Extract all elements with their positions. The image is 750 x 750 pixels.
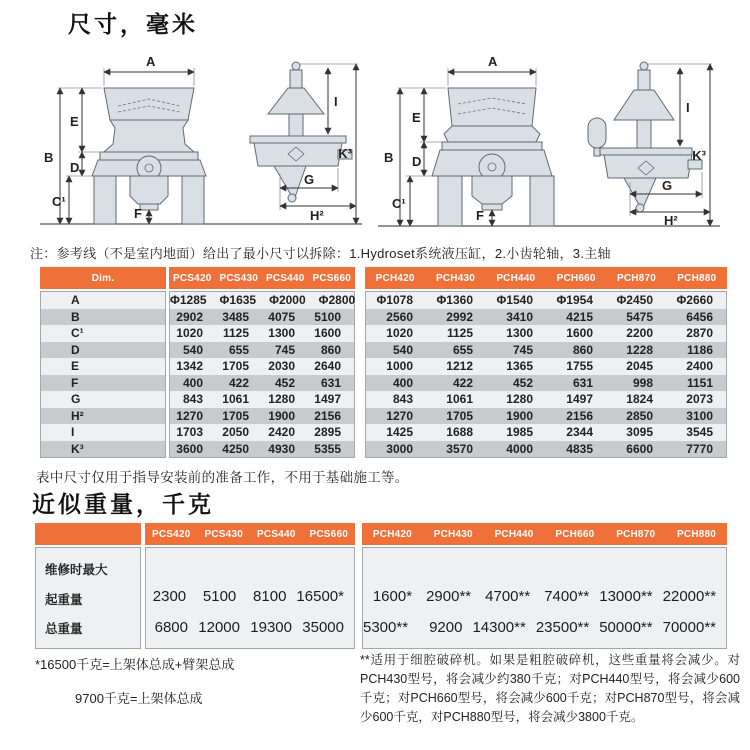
column-header: PCS420 — [152, 528, 191, 540]
table-cell: 2560 — [386, 309, 413, 324]
table-row — [170, 424, 354, 441]
table-cell: 2073 — [686, 392, 713, 407]
table-cell: Φ1540 — [496, 293, 533, 308]
table-cell: 631 — [572, 375, 593, 390]
table-header — [169, 267, 355, 289]
table-cell: 5300** — [363, 619, 409, 636]
table-cell: 6456 — [686, 309, 713, 324]
table-cell: 2902 — [176, 309, 203, 324]
column-header: PCS440 — [266, 272, 305, 284]
row-label: 维修时最大 — [45, 562, 108, 577]
column-header: PCS430 — [204, 528, 243, 540]
footnote-left-2: 9700千克=上架体总成 — [75, 691, 203, 706]
column-header: PCS420 — [173, 272, 212, 284]
table-cell: 4835 — [566, 441, 593, 456]
weight-label-block — [35, 523, 141, 649]
table-cell: 1425 — [386, 425, 413, 440]
table-cell: 5100 — [202, 588, 237, 605]
table-cell: Φ1078 — [376, 293, 413, 308]
table-cell: 1212 — [446, 359, 473, 374]
table-row — [170, 342, 354, 359]
table-cell: 1705 — [446, 408, 473, 423]
table-row — [366, 325, 726, 342]
weight-table — [35, 523, 727, 649]
pch-weight-block — [362, 523, 727, 649]
table-cell: 655 — [228, 342, 249, 357]
table-cell: 1342 — [176, 359, 203, 374]
dim-label-d: D — [412, 154, 422, 169]
table-cell: 4700** — [485, 588, 531, 605]
dim-label-i: I — [334, 94, 338, 109]
dim-label-c1: C¹ — [392, 196, 406, 211]
table-usage-note: 表中尺寸仅用于指导安装前的准备工作，不用于基础施工等。 — [36, 470, 409, 485]
table-header — [365, 267, 727, 289]
row-label: D — [71, 342, 80, 357]
row-label: 起重量 — [45, 592, 83, 607]
table-cell: 1703 — [176, 425, 203, 440]
table-cell: 1985 — [506, 425, 533, 440]
dim-label-a: A — [146, 54, 156, 69]
table-cell: 998 — [632, 375, 653, 390]
table-header — [40, 267, 166, 289]
table-cell: 4215 — [566, 309, 593, 324]
table-cell: 1497 — [566, 392, 593, 407]
table-row — [366, 358, 726, 375]
table-header — [35, 523, 141, 545]
table-cell: 2895 — [314, 425, 341, 440]
row-label: I — [71, 425, 75, 440]
table-cell: 1497 — [314, 392, 341, 407]
table-cell: 3095 — [626, 425, 653, 440]
table-row — [41, 342, 165, 359]
table-cell: 5355 — [314, 441, 341, 456]
table-row — [41, 391, 165, 408]
table-cell: 2050 — [222, 425, 249, 440]
footnote-right: **适用于细腔破碎机。如果是粗腔破碎机，这些重量将会减少。对PCH430型号，将会减少约380千克；对PCH440型号，将会减少600千克；对PCH660型号，将会减少600千克；对PCH870型号，将会减少600千克，对PCH880型号，将会减少3800千克。 — [360, 653, 740, 724]
dimension-diagram-pcs — [34, 26, 366, 240]
table-cell: 2300 — [152, 588, 187, 605]
crusher-front-view — [92, 88, 206, 224]
table-cell: 4075 — [268, 309, 295, 324]
column-header: PCS660 — [312, 272, 351, 284]
table-cell: 843 — [182, 392, 203, 407]
table-body — [145, 547, 355, 649]
table-cell: Φ2660 — [676, 293, 713, 308]
table-cell: 2400 — [686, 359, 713, 374]
table-cell: 9200 — [429, 619, 463, 636]
table-cell: 1900 — [268, 408, 295, 423]
column-header: PCH660 — [555, 528, 595, 540]
table-row — [36, 554, 140, 584]
table-cell: 19300 — [250, 619, 292, 636]
table-cell: 2200 — [626, 326, 653, 341]
table-cell: 22000** — [662, 588, 717, 605]
table-cell: 1280 — [268, 392, 295, 407]
dim-label-i: I — [686, 100, 690, 115]
dimension-table — [40, 267, 727, 458]
table-row — [41, 358, 165, 375]
table-cell: Φ1285 — [170, 293, 207, 308]
table-body — [365, 291, 727, 458]
dim-label-a: A — [488, 54, 498, 69]
column-header: PCH880 — [677, 272, 717, 284]
table-cell: 3600 — [176, 441, 203, 456]
table-body — [169, 291, 355, 458]
table-cell: 13000** — [599, 588, 653, 605]
table-cell: 1688 — [446, 425, 473, 440]
table-row — [170, 309, 354, 326]
table-cell: 1755 — [566, 359, 593, 374]
pch-dim-block — [365, 267, 727, 458]
table-row — [366, 391, 726, 408]
table-cell: 860 — [572, 342, 593, 357]
dim-label-f: F — [134, 206, 142, 221]
row-label-column — [35, 547, 141, 649]
table-cell: 2850 — [626, 408, 653, 423]
table-cell: 3485 — [222, 309, 249, 324]
column-header: PCH880 — [677, 528, 717, 540]
table-cell: 70000** — [662, 619, 716, 636]
table-row — [170, 325, 354, 342]
table-row — [170, 441, 354, 458]
table-cell: 1000 — [386, 359, 413, 374]
table-cell: 540 — [182, 342, 203, 357]
column-header: PCH660 — [556, 272, 596, 284]
column-header: PCH420 — [375, 272, 415, 284]
column-header: PCH870 — [616, 528, 656, 540]
table-row — [170, 292, 354, 309]
dim-label-h2: H² — [310, 208, 324, 223]
table-cell: 2156 — [314, 408, 341, 423]
table-cell: 16500* — [296, 588, 344, 605]
dim-label-block — [40, 267, 166, 458]
table-cell: 2992 — [446, 309, 473, 324]
table-cell: 2900** — [426, 588, 472, 605]
row-label: E — [71, 359, 80, 374]
table-row — [170, 375, 354, 392]
table-cell: 35000 — [302, 619, 344, 636]
dim-label-k3: K³ — [692, 148, 706, 163]
row-label: C¹ — [71, 326, 84, 341]
pcs-weight-block — [145, 523, 355, 649]
table-cell: 6600 — [626, 441, 653, 456]
dim-label-k3: K³ — [338, 146, 352, 161]
table-row — [41, 325, 165, 342]
table-cell: 3410 — [506, 309, 533, 324]
table-row — [146, 612, 354, 643]
table-cell: 7400** — [544, 588, 590, 605]
row-label-column — [40, 291, 166, 458]
dim-label-g: G — [304, 172, 315, 187]
table-cell: 655 — [452, 342, 473, 357]
table-cell: Φ2800 — [318, 293, 356, 308]
table-cell: 1824 — [626, 392, 653, 407]
table-cell: 4250 — [222, 441, 249, 456]
table-body — [362, 547, 727, 649]
table-cell: 452 — [274, 375, 295, 390]
table-cell: 6800 — [154, 619, 188, 636]
table-cell: 3545 — [686, 425, 713, 440]
table-cell: 631 — [320, 375, 341, 390]
column-header: PCH440 — [496, 272, 536, 284]
dim-label-e: E — [70, 114, 79, 129]
reference-note: 注：参考线（不是室内地面）给出了最小尺寸以拆除：1.Hydroset系统液压缸，2.小齿轮轴，3.主轴 — [30, 246, 611, 261]
dim-label-g: G — [662, 178, 673, 193]
pcs-dim-block — [169, 267, 355, 458]
table-cell: 1061 — [222, 392, 249, 407]
footnote-left-1: *16500千克=上架体总成+臂架总成 — [35, 657, 235, 672]
table-row — [36, 584, 140, 614]
column-header: PCH420 — [372, 528, 412, 540]
table-row — [366, 309, 726, 326]
table-cell: 1125 — [446, 326, 473, 341]
table-cell: 400 — [182, 375, 203, 390]
table-row — [146, 581, 354, 612]
table-row — [170, 408, 354, 425]
table-cell: 1705 — [222, 359, 249, 374]
table-row — [41, 309, 165, 326]
table-row — [36, 613, 140, 643]
table-cell: 1280 — [506, 392, 533, 407]
table-cell: 1900 — [506, 408, 533, 423]
table-cell: Φ2450 — [616, 293, 653, 308]
table-cell: 1270 — [176, 408, 203, 423]
table-row — [366, 441, 726, 458]
column-header: PCH430 — [435, 272, 475, 284]
table-cell: 1600 — [566, 326, 593, 341]
row-label: H² — [71, 408, 84, 423]
table-cell: 7770 — [686, 441, 713, 456]
table-row — [41, 441, 165, 458]
table-row — [366, 375, 726, 392]
table-cell: 2156 — [566, 408, 593, 423]
table-cell: Φ2000 — [269, 293, 306, 308]
table-cell: 1186 — [686, 342, 713, 357]
table-cell: 1365 — [506, 359, 533, 374]
dim-label-e: E — [412, 110, 421, 125]
table-cell: Φ1954 — [556, 293, 593, 308]
dim-label-b: B — [44, 150, 54, 165]
table-cell: 2870 — [686, 326, 713, 341]
row-label: 总重量 — [45, 622, 83, 637]
table-cell: 2420 — [268, 425, 295, 440]
table-cell: 860 — [320, 342, 341, 357]
column-header: PCS440 — [257, 528, 296, 540]
table-cell: 4000 — [506, 441, 533, 456]
table-header — [145, 523, 355, 545]
table-cell: 1705 — [222, 408, 249, 423]
table-cell: 1300 — [268, 326, 295, 341]
crusher-side-view — [250, 62, 352, 202]
table-cell: 1020 — [176, 326, 203, 341]
table-cell: 12000 — [198, 619, 240, 636]
table-cell: 745 — [274, 342, 295, 357]
table-header — [362, 523, 727, 545]
corner-header: Dim. — [91, 272, 115, 284]
table-row — [170, 358, 354, 375]
table-cell: 3100 — [686, 408, 713, 423]
table-cell: 2640 — [314, 359, 341, 374]
table-cell: 400 — [392, 375, 413, 390]
table-row — [41, 408, 165, 425]
row-label: K³ — [71, 441, 84, 456]
dim-label-b: B — [384, 150, 394, 165]
table-cell: 14300** — [472, 619, 526, 636]
table-row — [363, 581, 726, 612]
row-label: F — [71, 375, 79, 390]
table-cell: 1270 — [386, 408, 413, 423]
crusher-side-view — [588, 62, 702, 212]
table-cell: 540 — [392, 342, 413, 357]
column-header: PCH870 — [616, 272, 656, 284]
table-row — [170, 391, 354, 408]
row-label: B — [71, 309, 80, 324]
table-cell: 843 — [392, 392, 413, 407]
column-header: PCH440 — [494, 528, 534, 540]
table-cell: 2344 — [566, 425, 593, 440]
table-cell: 1228 — [626, 342, 653, 357]
column-header: PCH430 — [433, 528, 473, 540]
column-header: PCS660 — [309, 528, 348, 540]
table-cell: 1125 — [222, 326, 249, 341]
table-row — [41, 424, 165, 441]
table-cell: 8100 — [253, 588, 287, 605]
table-cell: 5100 — [314, 309, 341, 324]
table-cell: 745 — [512, 342, 533, 357]
dim-label-c1: C¹ — [52, 194, 66, 209]
table-cell: 422 — [228, 375, 249, 390]
table-cell: 1061 — [446, 392, 473, 407]
table-cell: 2045 — [626, 359, 653, 374]
dimension-diagram-pch — [372, 30, 724, 238]
table-cell: 452 — [512, 375, 533, 390]
table-row — [366, 408, 726, 425]
table-cell: 1020 — [386, 326, 413, 341]
table-row — [366, 424, 726, 441]
column-header: PCS430 — [219, 272, 258, 284]
table-cell: 1600 — [314, 326, 341, 341]
table-cell: 3000 — [386, 441, 413, 456]
page-title: 尺寸，毫米 — [68, 11, 198, 37]
row-label: G — [71, 392, 81, 407]
table-cell: 2030 — [268, 359, 295, 374]
table-cell: Φ1360 — [436, 293, 473, 308]
crusher-front-view — [432, 88, 554, 226]
table-cell: Φ1635 — [219, 293, 257, 308]
table-row — [41, 375, 165, 392]
table-row — [363, 612, 726, 643]
table-row — [366, 342, 726, 359]
table-row — [41, 292, 165, 309]
table-row — [366, 292, 726, 309]
table-cell: 4930 — [268, 441, 295, 456]
table-cell: 5475 — [626, 309, 653, 324]
row-label: A — [71, 293, 80, 308]
table-cell: 1151 — [686, 375, 713, 390]
table-cell: 3570 — [446, 441, 473, 456]
table-cell: 1300 — [506, 326, 533, 341]
table-cell: 50000** — [599, 619, 653, 636]
dim-label-f: F — [476, 208, 484, 223]
dim-label-h2: H² — [664, 213, 678, 228]
table-cell: 422 — [452, 375, 473, 390]
weight-section-title: 近似重量，千克 — [32, 491, 214, 517]
table-cell: 23500** — [535, 619, 590, 636]
table-cell: 1600* — [372, 588, 413, 605]
dim-label-d: D — [70, 160, 80, 175]
